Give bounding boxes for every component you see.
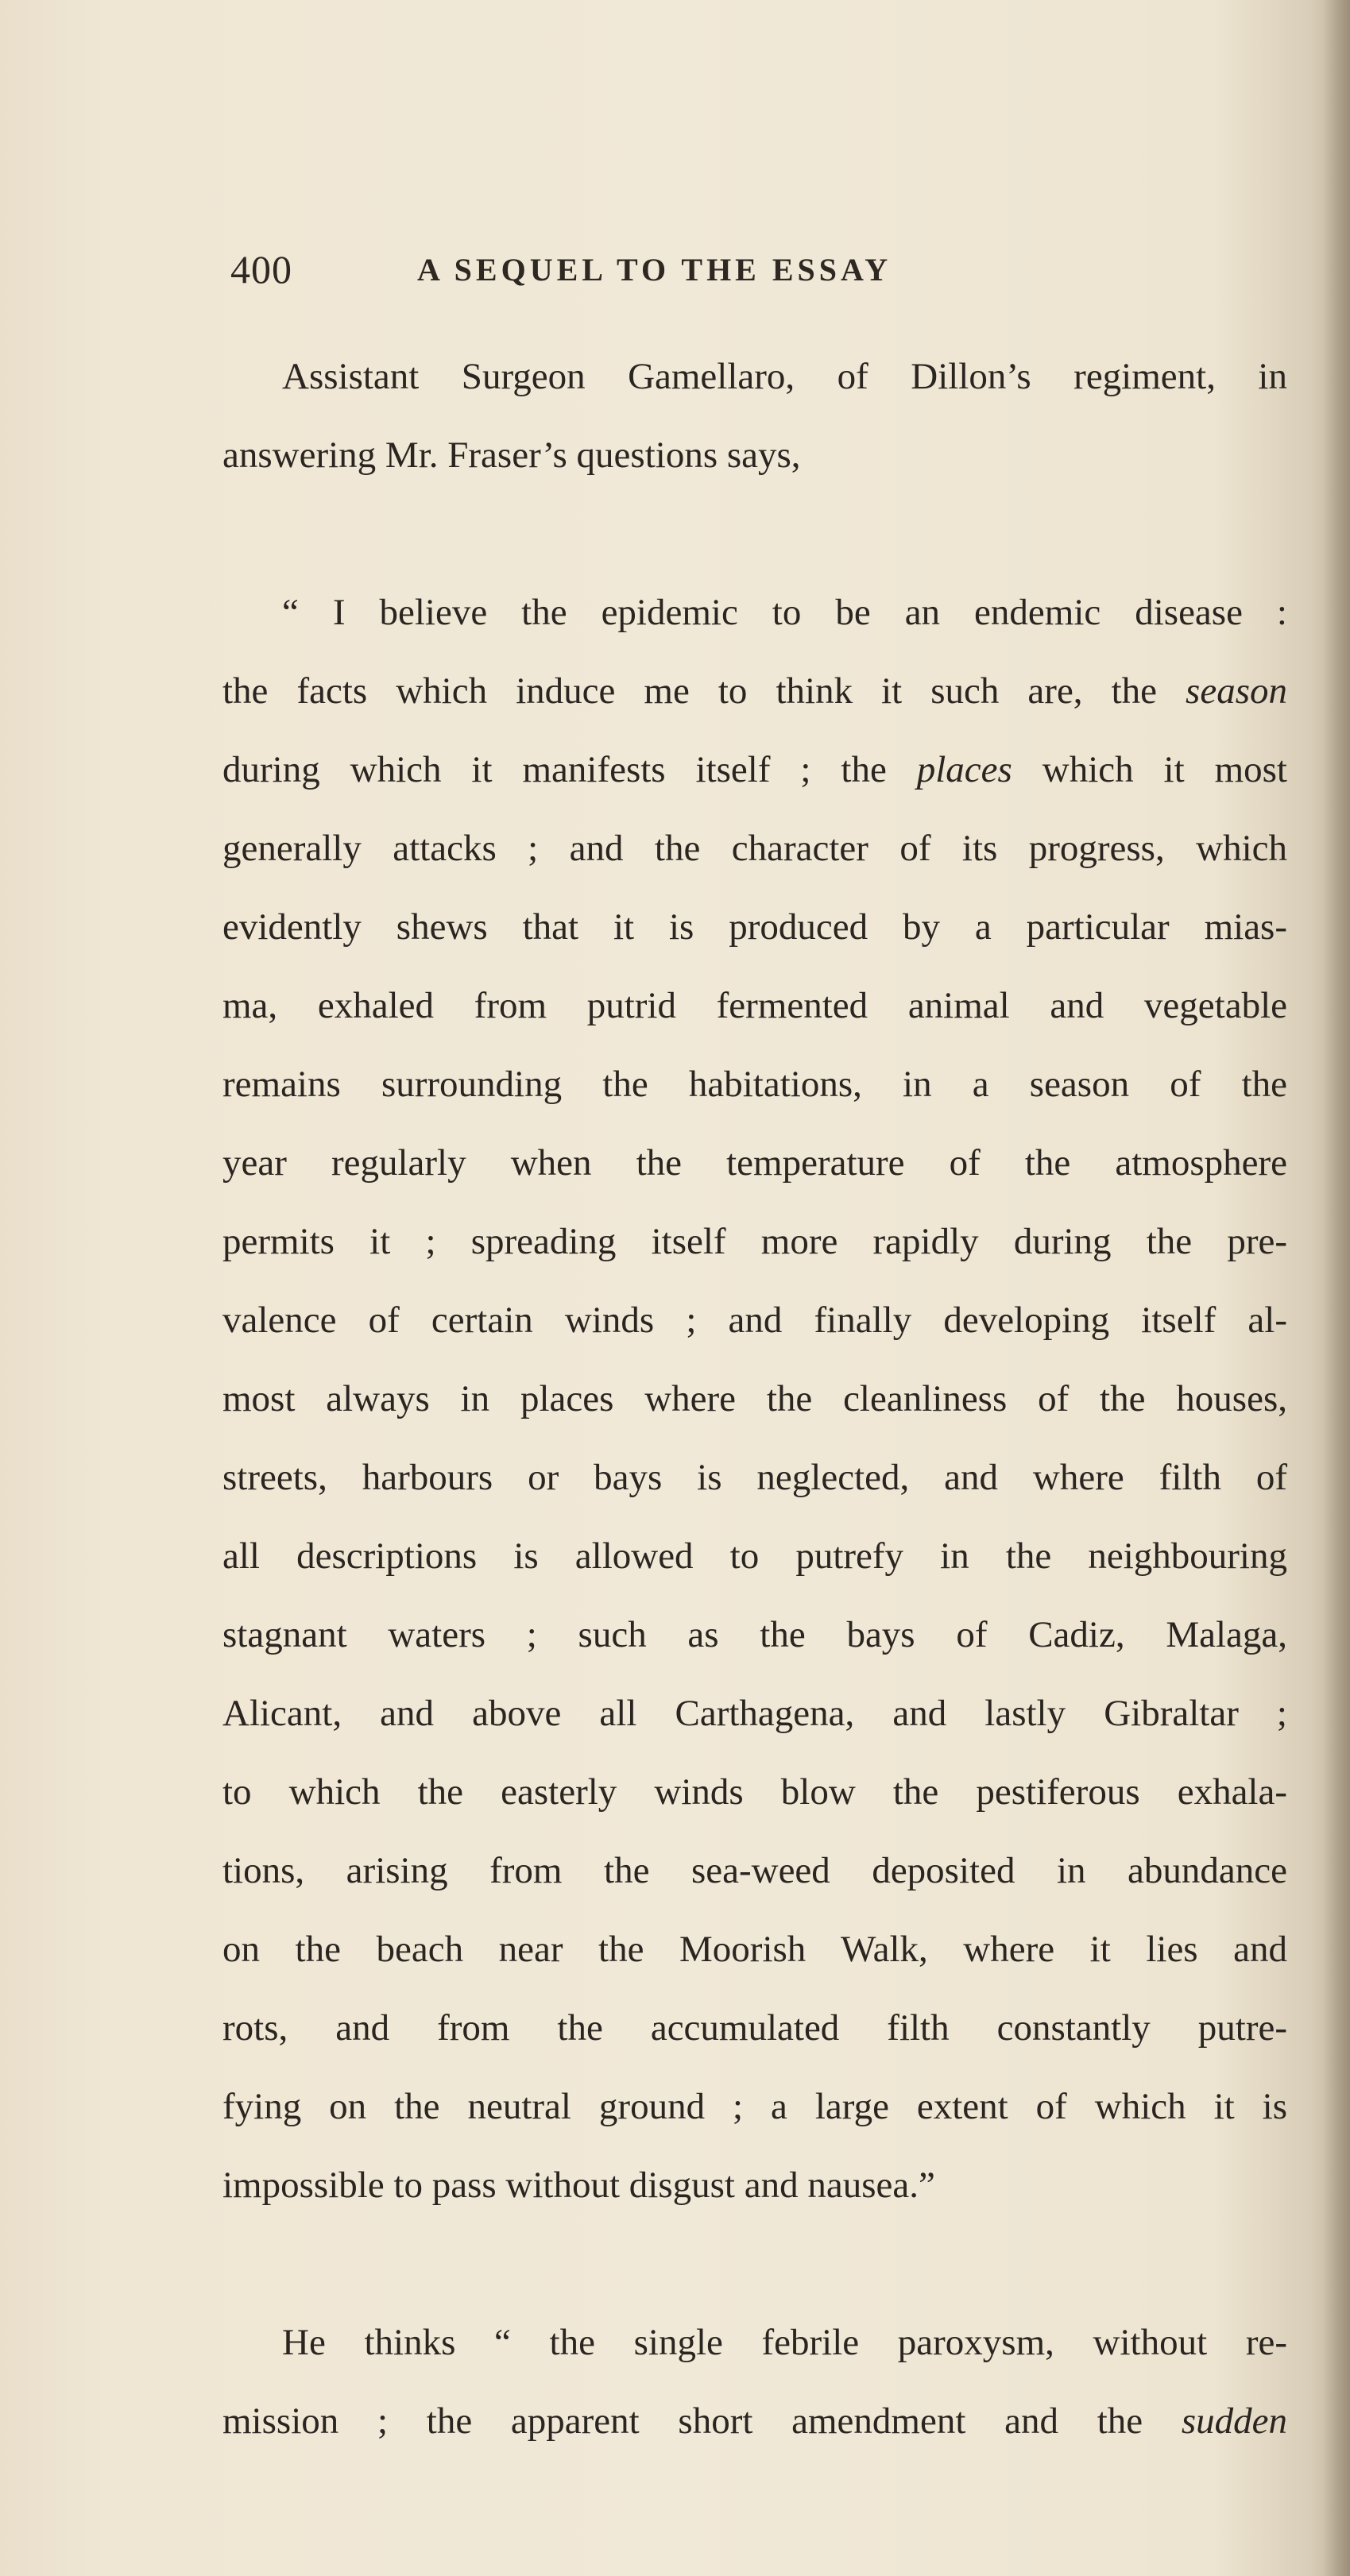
text-line bbox=[222, 2382, 1287, 2461]
text-line: valence of certain winds ; and finally developing itself al- bbox=[222, 1300, 1287, 1341]
text-segment: mission ; the apparent short amendment and the bbox=[222, 2400, 1182, 2442]
page-header bbox=[230, 246, 1112, 310]
text-line: ma, exhaled from putrid fermented animal and vegetable bbox=[222, 985, 1287, 1026]
text-segment: the facts which induce me to think it such are, the bbox=[222, 670, 1186, 712]
text-line: year regularly when the temperature of the atmosphere bbox=[222, 1142, 1287, 1184]
running-head: A SEQUEL TO THE ESSAY bbox=[417, 252, 892, 288]
text-line: Alicant, and above all Carthagena, and lastly Gibraltar ; bbox=[222, 1693, 1287, 1734]
text-line: tions, arising from the sea-weed deposited in abundance bbox=[222, 1850, 1287, 1891]
text-line: all descriptions is allowed to putrefy in the neighbouring bbox=[222, 1535, 1287, 1577]
italic-places: places bbox=[916, 749, 1012, 790]
text-line: fying on the neutral ground ; a large extent of which it is bbox=[222, 2086, 1287, 2127]
paragraph-followup bbox=[222, 2304, 1287, 2461]
text-line: to which the easterly winds blow the pestiferous exhala- bbox=[222, 1771, 1287, 1813]
text-line: answering Mr. Fraser’s questions says, bbox=[222, 434, 801, 476]
text-line: rots, and from the accumulated filth constantly putre- bbox=[222, 2007, 1287, 2049]
quoted-passage bbox=[222, 574, 1287, 2225]
text-line: streets, harbours or bays is neglected, and where filth of bbox=[222, 1457, 1287, 1498]
text-line: He thinks “ the single febrile paroxysm, without re- bbox=[282, 2322, 1287, 2363]
page-number: 400 bbox=[230, 247, 292, 292]
text-line: most always in places where the cleanliness of the houses, bbox=[222, 1378, 1287, 1419]
paragraph-gap bbox=[222, 495, 1287, 574]
text-segment: which it most bbox=[1012, 749, 1287, 790]
text-line bbox=[222, 652, 1287, 731]
text-line: permits it ; spreading itself more rapidly during the pre- bbox=[222, 1221, 1287, 1262]
text-segment: during which it manifests itself ; the bbox=[222, 749, 917, 790]
text-line: stagnant waters ; such as the bays of Cadiz, Malaga, bbox=[222, 1614, 1287, 1655]
text-line: Assistant Surgeon Gamellaro, of Dillon’s regiment, in bbox=[282, 356, 1287, 397]
page-edge-shadow bbox=[1323, 0, 1350, 2576]
text-line: evidently shews that it is produced by a particular mias- bbox=[222, 906, 1287, 948]
italic-season: season bbox=[1186, 670, 1287, 712]
italic-sudden: sudden bbox=[1181, 2400, 1287, 2442]
text-line: generally attacks ; and the character of its progress, which bbox=[222, 828, 1287, 869]
paragraph-intro bbox=[222, 338, 1287, 495]
paragraph-gap bbox=[222, 2225, 1287, 2304]
text-line: impossible to pass without disgust and nausea.” bbox=[222, 2165, 935, 2206]
text-line: remains surrounding the habitations, in a season of the bbox=[222, 1064, 1287, 1105]
body-text bbox=[222, 338, 1287, 2461]
text-line: “ I believe the epidemic to be an endemic disease : bbox=[282, 592, 1287, 633]
text-line: on the beach near the Moorish Walk, where it lies and bbox=[222, 1929, 1287, 1970]
text-line bbox=[222, 731, 1287, 809]
